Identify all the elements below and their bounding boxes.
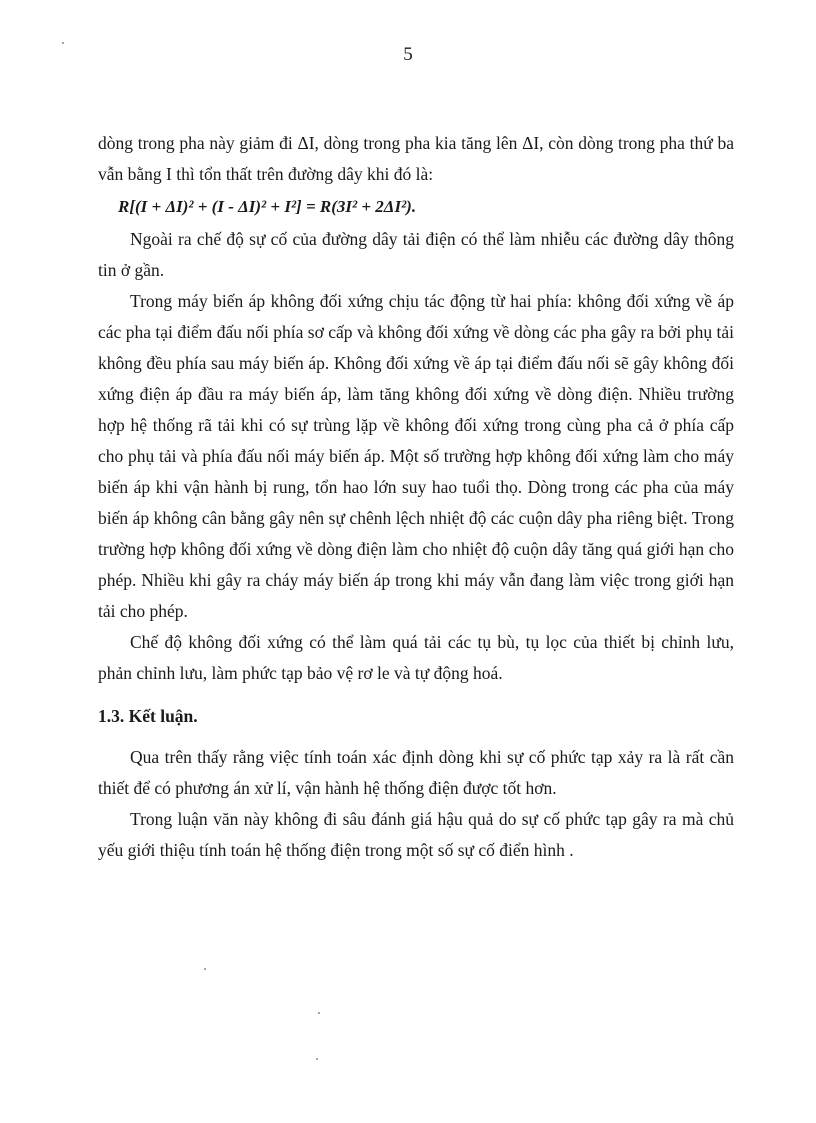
paragraph-conclusion-2: Trong luận văn này không đi sâu đánh giá hậu quả do sự cố phức tạp gây ra mà chủ yếu giới thiệu tính toán hệ thống điện trong một số sự cố điển hình .	[98, 809, 734, 860]
paragraph-conclusion-1: Qua trên thấy rằng việc tính toán xác định dòng khi sự cố phức tạp xảy ra là rất cần thiết để có phương án xử lí, vận hành hệ thống điện được tốt hơn.	[98, 747, 734, 798]
scan-speck	[316, 1058, 318, 1060]
paragraph-overload: Chế độ không đối xứng có thể làm quá tải các tụ bù, tụ lọc của thiết bị chỉnh lưu, phản chỉnh lưu, làm phức tạp bảo vệ rơ le và tự động hoá.	[98, 632, 734, 683]
paragraph-interference: Ngoài ra chế độ sự cố của đường dây tải điện có thể làm nhiễu các đường dây thông tin ở gần.	[98, 229, 734, 280]
scan-speck	[318, 1012, 320, 1014]
scan-speck	[62, 42, 64, 44]
section-heading: 1.3. Kết luận.	[98, 706, 198, 726]
body-text	[98, 128, 734, 866]
paragraph-continuation: dòng trong pha này giảm đi ΔI, dòng trong pha kia tăng lên ΔI, còn dòng trong pha thứ ba vẫn bằng I thì tổn thất trên đường dây khi đó là:	[98, 133, 734, 184]
scan-speck	[204, 968, 206, 970]
page-number: 5	[403, 44, 413, 65]
paragraph-transformer: Trong máy biến áp không đối xứng chịu tác động từ hai phía: không đối xứng về áp các pha tại điểm đấu nối phía sơ cấp và không đối xứng về dòng các pha gây ra bởi phụ tải không đều phía sau máy biến áp. Không đối xứng về áp tại điểm đấu nối sẽ gây không đối xứng điện áp đầu ra máy biến áp, làm tăng không đối xứng về dòng điện. Nhiều trường hợp hệ thống rã tải khi có sự trùng lặp về không đối xứng trong cùng pha cả ở phía cấp cho phụ tải và phía đấu nối máy biến áp. Một số trường hợp không đối xứng làm cho máy biến áp khi vận hành bị rung, tổn hao lớn suy hao tuổi thọ. Dòng trong các pha của máy biến áp không cân bằng gây nên sự chênh lệch nhiệt độ các cuộn dây pha riêng biệt. Trong trường hợp không đối xứng về dòng điện làm cho nhiệt độ cuộn dây tăng quá giới hạn cho phép. Nhiều khi gây ra cháy máy biến áp trong khi máy vẫn đang làm việc trong giới hạn tải cho phép.	[98, 291, 734, 621]
loss-formula: R[(I + ΔI)² + (I - ΔI)² + I²] = R(3I² + 2ΔI²).	[118, 197, 417, 216]
